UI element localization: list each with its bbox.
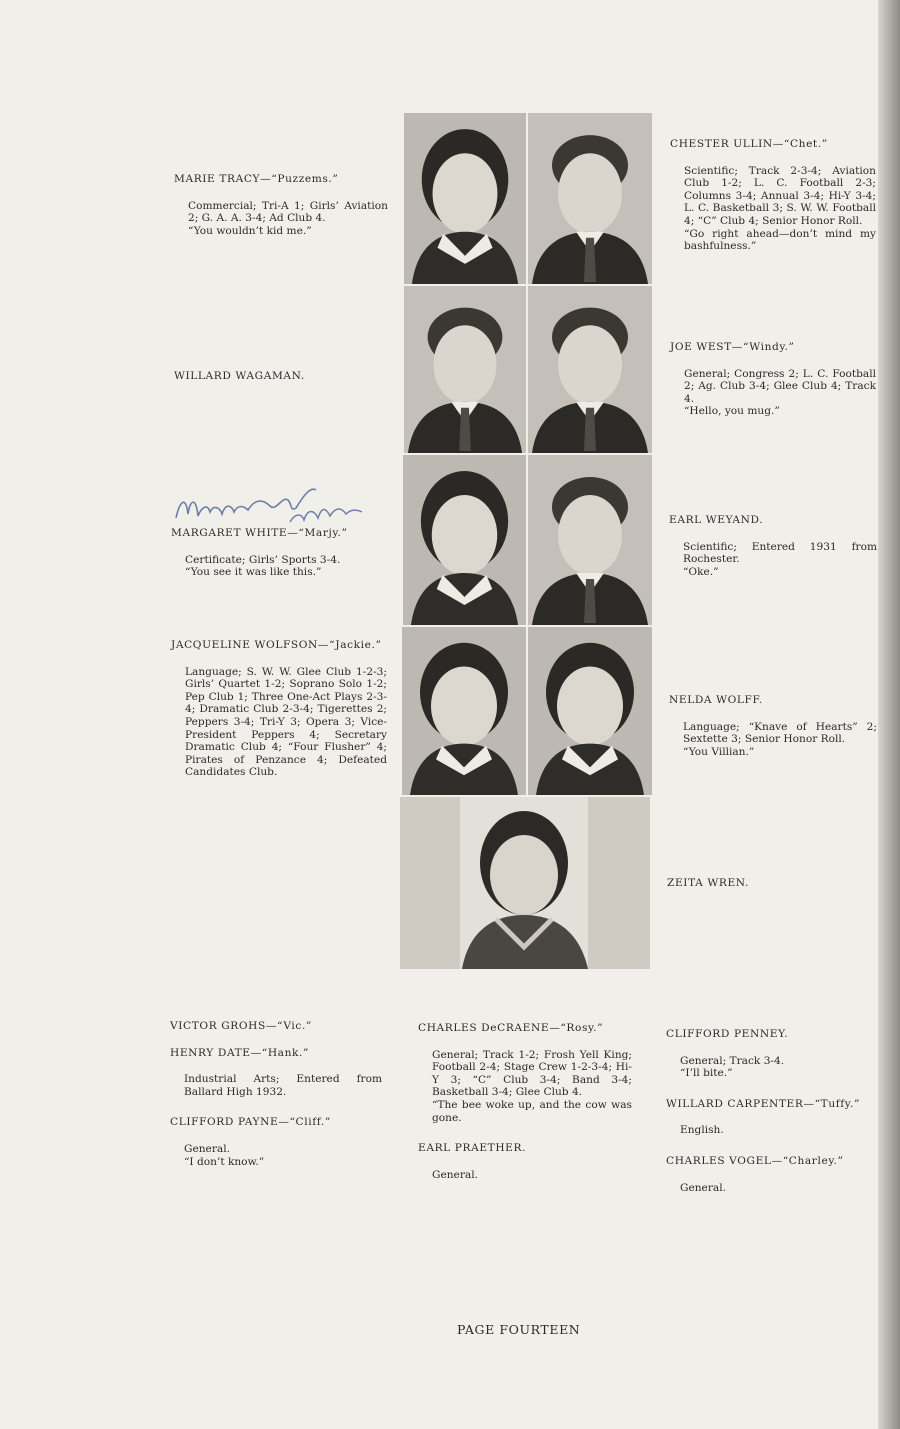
photo-marie-tracy — [404, 113, 526, 284]
entry-line: “You see it was like this.” — [185, 566, 322, 579]
entry-name: JACQUELINE WOLFSON—“Jackie.” — [171, 639, 382, 651]
photo-joe-west — [528, 286, 652, 453]
entry-line: Scientific; Entered 1931 from Rochester. — [683, 540, 877, 566]
entry-line: Scientific; Track 2-3-4; Aviation Club 1-2; L. C. Football 2-3; Columns 3-4; Annual 3-4; Hi-Y 3-4; L. C. Basketball 3; S. W. W. Football 4; “C” Club 4; Senior Honor Roll. — [684, 164, 876, 227]
entry-name: CHARLES VOGEL—“Charley.” — [666, 1154, 844, 1167]
entry-name: VICTOR GROHS—“Vic.” — [170, 1020, 312, 1032]
entry-line: English. — [680, 1124, 724, 1137]
photo-willard-wagaman — [404, 286, 526, 453]
entry-name: HENRY DATE—“Hank.” — [170, 1046, 310, 1059]
entry-line: General; Track 1-2; Frosh Yell King; Football 2-4; Stage Crew 1-2-3-4; Hi-Y 3; “C” Club 3-4; Band 3-4; Basketball 3-4; Glee Club 4. — [432, 1048, 632, 1099]
entry-name: WILLARD CARPENTER—“Tuffy.” — [666, 1097, 860, 1110]
entry-line: Language; “Knave of Hearts” 2; Sextette 3; Senior Honor Roll. — [683, 720, 877, 746]
entry-name: MARIE TRACY—“Puzzems.” — [174, 173, 339, 185]
photo-chester-ullin — [528, 113, 652, 284]
entry-line: “Hello, you mug.” — [684, 405, 780, 418]
entry-margaret-white — [171, 527, 385, 579]
entry-name: NELDA WOLFF. — [669, 694, 763, 706]
entry-line: “I don’t know.” — [184, 1155, 265, 1168]
entry-name: CHESTER ULLIN—“Chet.” — [670, 138, 828, 150]
page-number: PAGE FOURTEEN — [457, 1322, 581, 1337]
entry-line: General. — [680, 1181, 726, 1194]
entry-earl-weyand — [669, 514, 877, 578]
page-edge — [878, 0, 900, 1429]
signature-image — [170, 478, 370, 530]
entry-willard-wagaman — [174, 370, 388, 397]
entry-jacqueline-wolfson — [171, 639, 387, 779]
entry-line: “Oke.” — [683, 565, 719, 578]
entry-line: Commercial; Tri-A 1; Girls’ Aviation 2; G. A. A. 3-4; Ad Club 4. — [188, 199, 388, 225]
photo-margaret-white — [403, 455, 526, 625]
photo-jacqueline-wolfson — [402, 627, 526, 795]
photo-earl-weyand — [528, 455, 652, 625]
entry-name: EARL WEYAND. — [669, 514, 764, 526]
entry-name: JOE WEST—“Windy.” — [670, 341, 795, 353]
entry-line: “Go right ahead—don’t mind my bashfulness.” — [684, 227, 876, 253]
entry-name: CHARLES DeCRAENE—“Rosy.” — [418, 1022, 604, 1034]
entry-line: General. — [184, 1142, 230, 1155]
bottom-column-3 — [666, 1028, 872, 1212]
bottom-column-2 — [418, 1022, 632, 1199]
entry-zeita-wren — [667, 877, 875, 904]
entry-line: General; Congress 2; L. C. Football 2; Ag. Club 3-4; Glee Club 4; Track 4. — [684, 367, 876, 405]
entry-name: EARL PRAETHER. — [418, 1142, 527, 1155]
entry-line: “I’ll bite.” — [680, 1067, 733, 1080]
entry-line: “You wouldn’t kid me.” — [188, 224, 312, 237]
entry-line: “You Villian.” — [683, 745, 755, 758]
entry-line: Certificate; Girls’ Sports 3-4. — [185, 553, 341, 566]
entry-name: ZEITA WREN. — [667, 877, 749, 889]
bottom-column-1 — [170, 1020, 382, 1186]
entry-name: WILLARD WAGAMAN. — [174, 370, 305, 382]
entry-name: MARGARET WHITE—“Marjy.” — [171, 527, 348, 539]
photo-nelda-wolff — [528, 627, 652, 795]
entry-line: Language; S. W. W. Glee Club 1-2-3; Girls’ Quartet 1-2; Soprano Solo 1-2; Pep Club 1; Three One-Act Plays 2-3-4; Dramatic Club 2-3-4; Tigerettes 2; Peppers 3-4; Tri-Y 3; Opera 3; Vice-President Peppers 4; Secretary Dramatic Club 4; “Four Flusher” 4; Pirates of Penzance 4; Defeated Candidates Club. — [185, 665, 387, 779]
entry-line: Industrial Arts; Entered from Ballard High 1932. — [184, 1073, 382, 1098]
entry-nelda-wolff — [669, 694, 877, 758]
entry-marie-tracy — [174, 173, 388, 237]
entry-name: CLIFFORD PAYNE—“Cliff.” — [170, 1116, 331, 1129]
entry-chester-ullin — [670, 138, 876, 253]
entry-name: CLIFFORD PENNEY. — [666, 1028, 789, 1040]
entry-joe-west — [670, 341, 876, 418]
entry-line: General; Track 3-4. — [680, 1054, 785, 1067]
photo-zeita-wren — [400, 797, 650, 969]
entry-line: “The bee woke up, and the cow was gone. — [432, 1098, 632, 1124]
entry-line: General. — [432, 1168, 478, 1181]
